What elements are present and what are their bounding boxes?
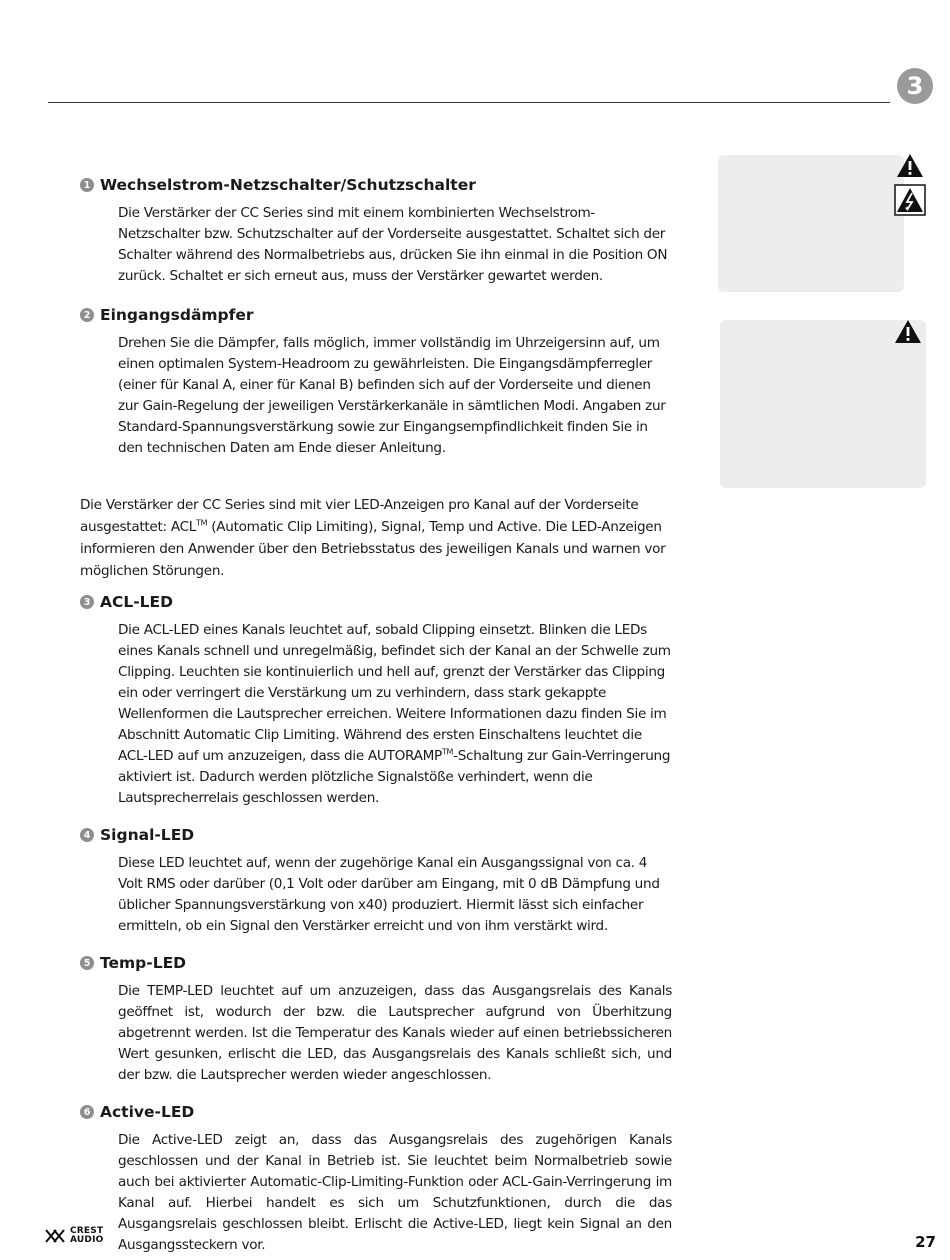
section-text bbox=[118, 620, 672, 809]
section-acl-led bbox=[80, 588, 674, 809]
section-active-led bbox=[80, 1098, 674, 1256]
crest-audio-logo bbox=[45, 1227, 103, 1245]
section-title: Eingangsdämpfer bbox=[100, 306, 254, 324]
section-heading bbox=[80, 588, 674, 616]
section-number-badge: 4 bbox=[80, 828, 94, 842]
page-number: 27 bbox=[915, 1233, 936, 1251]
electric-shock-icon bbox=[894, 184, 926, 216]
main-content bbox=[80, 171, 674, 1256]
warning-triangle-icon bbox=[894, 319, 922, 344]
logo-wordmark bbox=[70, 1227, 103, 1245]
section-heading bbox=[80, 1098, 674, 1126]
trademark-sup: TM bbox=[196, 518, 208, 528]
logo-line-1: CREST bbox=[70, 1226, 104, 1236]
section-number-badge: 5 bbox=[80, 956, 94, 970]
intro-text-1: Die Verstärker der CC Series sind mit vier LED-Anzeigen pro Kanal auf der Vorderseite ausgestattet: ACL bbox=[80, 497, 639, 535]
trademark-sup: TM bbox=[441, 747, 454, 757]
section-title: ACL-LED bbox=[100, 593, 174, 611]
section-title: Wechselstrom-Netzschalter/Schutzschalter bbox=[100, 176, 476, 194]
section-number-badge: 2 bbox=[80, 308, 94, 322]
crest-logo-mark-icon bbox=[45, 1229, 67, 1243]
section-text: Die Verstärker der CC Series sind mit einem kombinierten Wechselstrom-Netzschalter bzw. Schutzschalter auf der Vorderseite ausgestattet. Schaltet sich der Schalter während des Normalbetriebs aus, drücken Sie ihn einmal in die Position ON zurück. Schaltet er sich erneut aus, muss der Verstärker gewartet werden. bbox=[118, 205, 668, 284]
chapter-badge: 3 bbox=[897, 68, 933, 104]
warning-triangle-icon bbox=[896, 153, 924, 178]
section-text: Die Active-LED zeigt an, dass das Ausgangsrelais des zugehörigen Kanals geschlossen und der Kanal in Betrieb ist. Sie leuchtet beim Normalbetrieb sowie auch bei aktivierter Automatic-Clip-Limiting-Funktion oder ACL-Gain-Verringerung im Kanal auf. Hierbei handelt es sich um Schutzfunktionen, durch die das Ausgangsrelais geschlossen bleibt. Erlischt die Active-LED, liegt kein Signal an den Ausgangssteckern vor. bbox=[118, 1132, 672, 1253]
header-rule bbox=[48, 102, 890, 103]
section-text: Die TEMP-LED leuchtet auf um anzuzeigen, dass das Ausgangsrelais des Kanals geöffnet ist, wodurch der bzw. die Lautsprecher aufgrund von Überhitzung abgetrennt werden. Ist die Temperatur des Kanals wieder auf einen betriebssicheren Wert gesunken, erlischt die LED, das Ausgangsrelais des Kanals schließt sich, und der bzw. die Lautsprecher werden wieder angeschlossen. bbox=[118, 983, 672, 1083]
section-text: Drehen Sie die Dämpfer, falls möglich, immer vollständig im Uhrzeigersinn auf, um einen optimalen System-Headroom zu gewährleisten. Die Eingangsdämpferregler (einer für Kanal A, einer für Kanal B) befinden sich auf der Vorderseite und dienen zur Gain-Regelung der jeweiligen Verstärkerkanäle in sämtlichen Modi. Angaben zur Standard-Spannungsverstärkung sowie zur Eingangsempfindlichkeit finden Sie in den technischen Daten am Ende dieser Anleitung. bbox=[118, 335, 666, 456]
section-heading bbox=[80, 171, 674, 199]
section-title: Temp-LED bbox=[100, 954, 187, 972]
logo-line-2: AUDIO bbox=[70, 1235, 104, 1245]
section-number-badge: 6 bbox=[80, 1105, 94, 1119]
section-heading bbox=[80, 301, 674, 329]
acl-text-2: -Schaltung zur Gain-Verringerung aktiviert ist. Dadurch werden plötzliche Signalstöße verhindert, wenn die Lautsprecherrelais geschlossen werden. bbox=[118, 748, 671, 806]
section-heading bbox=[80, 821, 674, 849]
section-title: Signal-LED bbox=[100, 826, 195, 844]
section-temp-led bbox=[80, 949, 674, 1086]
section-heading bbox=[80, 949, 674, 977]
led-intro-paragraph bbox=[80, 494, 672, 582]
warning-sidebox-1 bbox=[718, 155, 904, 292]
section-input-attenuator bbox=[80, 301, 674, 459]
section-title: Active-LED bbox=[100, 1103, 195, 1121]
intro-text-2: (Automatic Clip Limiting), Signal, Temp und Active. Die LED-Anzeigen informieren den Anwender über den Betriebsstatus des jeweiligen Kanals und warnen vor möglichen Störungen. bbox=[80, 519, 666, 579]
section-signal-led bbox=[80, 821, 674, 937]
section-number-badge: 1 bbox=[80, 178, 94, 192]
acl-text-1: Die ACL-LED eines Kanals leuchtet auf, sobald Clipping einsetzt. Blinken die LEDs eines Kanals schnell und unregelmäßig, befindet sich der Kanal an der Schwelle zum Clipping. Leuchten sie kontinuierlich und hell auf, grenzt der Verstärker das Clipping ein oder verringert die Verstärkung um zu verhindern, dass stark gekappte Wellenformen die Lautsprecher erreichen. Weitere Informationen dazu finden Sie im Abschnitt Automatic Clip Limiting. Während des ersten Einschaltens leuchtet die ACL-LED auf um anzuzeigen, dass die AUTORAMP bbox=[118, 622, 671, 764]
warning-sidebox-2 bbox=[720, 320, 926, 488]
section-number-badge: 3 bbox=[80, 595, 94, 609]
section-text: Diese LED leuchtet auf, wenn der zugehörige Kanal ein Ausgangssignal von ca. 4 Volt RMS oder darüber (0,1 Volt oder darüber am Eingang, mit 0 dB Dämpfung und üblicher Spannungsverstärkung von x40) produziert. Hiermit lässt sich einfacher ermitteln, ob ein Signal den Verstärker erreicht und von ihm verstärkt wird. bbox=[118, 855, 660, 934]
section-power-switch bbox=[80, 171, 674, 287]
